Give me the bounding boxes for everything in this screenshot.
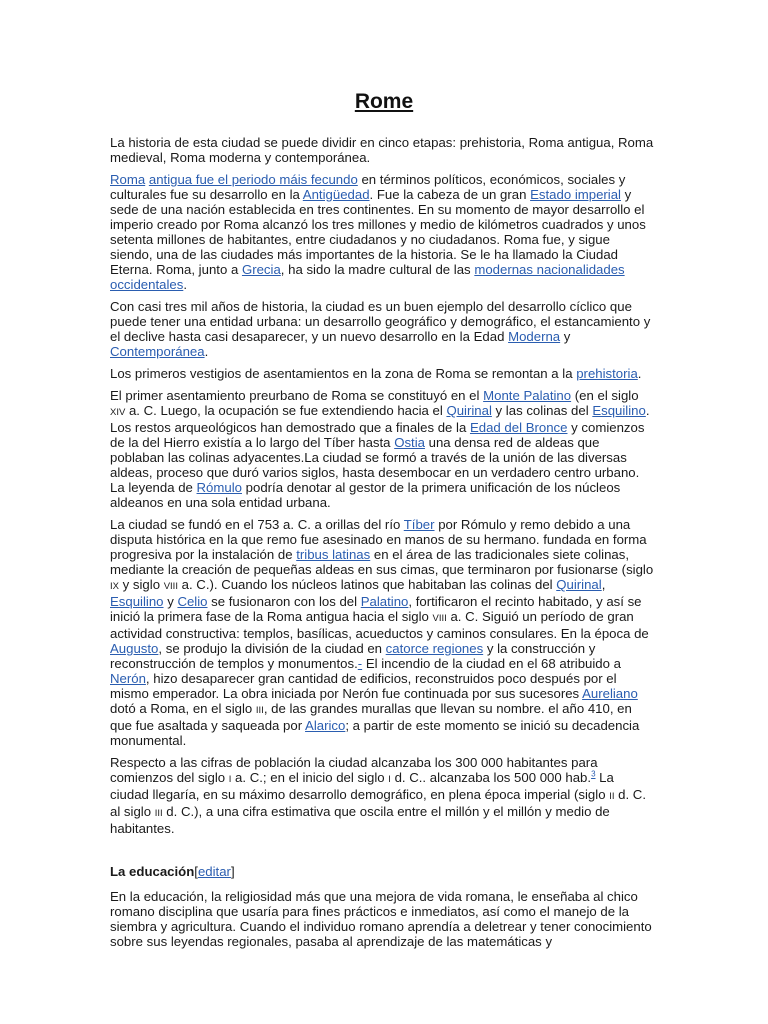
paragraph-asentamiento: El primer asentamiento preurbano de Roma se constituyó en el Monte Palatino (en el siglo XIV a. C. Luego, la ocupación se fue extendiendo hacia el Quirinal y las colinas del Esquilino. Los restos arqueológicos han demostrado que a finales de la Edad del Bronce y comienzos de la del Hierro existía a lo largo del Tíber hasta Ostia una densa red de aldeas que poblaban las colinas adyacentes.La ciudad se formó a través de la unión de las diversas aldeas, proceso que duró varios siglos, hasta desembocar en un verdadero centro urbano. La leyenda de Rómulo podría denotar al gestor de la primera unificación de los núcleos aldeanos en una sola entidad urbana. — [110, 388, 650, 510]
link-grecia[interactable]: Grecia — [241, 262, 281, 277]
link-tribus-latinas[interactable]: tribus latinas — [296, 547, 371, 562]
link-tiber[interactable]: Tíber — [403, 517, 435, 532]
link-esquilino[interactable]: Esquilino — [592, 403, 646, 418]
paragraph-vestigios: Los primeros vestigios de asentamientos en la zona de Roma se remontan a la prehistoria. — [110, 366, 642, 381]
link-roma[interactable]: Roma — [110, 172, 146, 187]
link-edad-bronce[interactable]: Edad del Bronce — [469, 420, 568, 435]
article-body — [110, 135, 655, 956]
link-prehistoria[interactable]: prehistoria — [576, 366, 638, 381]
link-celio[interactable]: Celio — [177, 594, 208, 609]
paragraph-poblacion: Respecto a las cifras de población la ciudad alcanzaba los 300 000 habitantes para comienzos del siglo I a. C.; en el inicio del siglo I d. C.. alcanzaba los 500 000 hab.$^3$ La ciudad llegaría, en su máximo desarrollo demográfico, en plena época imperial (siglo II d. C. al siglo III d. C.), a una cifra estimativa que oscila entre el millón y el millón y medio de habitantes. — [110, 755, 646, 836]
link-neron[interactable]: Nerón — [110, 671, 146, 686]
section-heading-educacion: La educación[editar] — [110, 864, 235, 879]
link-monte-palatino[interactable]: Monte Palatino — [483, 388, 572, 403]
link-augusto[interactable]: Augusto — [110, 641, 159, 656]
link-occidentales[interactable]: occidentales — [110, 277, 184, 292]
link-quirinal-2[interactable]: Quirinal — [556, 577, 602, 592]
link-estado-imperial[interactable]: Estado imperial — [530, 187, 621, 202]
link-footnote-dash[interactable]: - — [357, 656, 363, 671]
link-alarico[interactable]: Alarico — [305, 718, 346, 733]
link-romulo[interactable]: Rómulo — [196, 480, 242, 495]
paragraph-fundacion: La ciudad se fundó en el 753 a. C. a orillas del río Tíber por Rómulo y remo debido a una disputa histórica en la que remo fue asesinado en manos de su hermano. fundada en forma progresiva por la instalación de tribus latinas en el área de las tradicionales siete colinas, mediante la creación de pequeñas aldeas en sus cimas, que terminaron por fusionarse (siglo IX y siglo VIII a. C.). Cuando los núcleos latinos que habitaban las colinas del Quirinal, Esquilino y Celio se fusionaron con los del Palatino, fortificaron el recinto habitado, y así se inició la primera fase de la Roma antigua hacia el siglo VIII a. C. Siguió un período de gran actividad constructiva: templos, basílicas, acueductos y caminos consulares. En la época de Augusto, se produjo la división de la ciudad en catorce regiones y la construcción y reconstrucción de templos y monumentos.- El incendio de la ciudad en el 68 atribuido a Nerón, hizo desaparecer gran cantidad de edificios, reconstruidos poco después por el mismo emperador. La obra iniciada por Nerón fue continuada por sus sucesores Aureliano dotó a Roma, en el siglo III, de las grandes murallas que llevan su nombre. el año 410, en que fue asaltada y saqueada por Alarico; a partir de este momento se inició su decadencia monumental. — [110, 517, 654, 748]
link-palatino[interactable]: Palatino — [360, 594, 409, 609]
footnote-3-link[interactable]: 3 — [591, 769, 596, 779]
paragraph-intro: La historia de esta ciudad se puede dividir en cinco etapas: prehistoria, Roma antigua, Roma medieval, Roma moderna y contemporánea. — [110, 135, 654, 165]
link-quirinal[interactable]: Quirinal — [446, 403, 492, 418]
link-aureliano[interactable]: Aureliano — [582, 686, 638, 701]
paragraph-ciclico: Con casi tres mil años de historia, la ciudad es un buen ejemplo del desarrollo cíclico que puede tener una entidad urbana: un desarrollo geográfico y demográfico, el estancamiento y el declive hasta casi desaparecer, y un nuevo desarrollo en la Edad Moderna y Contemporánea. — [110, 299, 651, 359]
link-ostia[interactable]: Ostia — [394, 435, 425, 450]
paragraph-roma: Roma antigua fue el periodo máis fecundo en términos políticos, económicos, sociales y culturales fue su desarrollo en la Antigüedad. Fue la cabeza de un gran Estado imperial y sede de una nación establecida en tres continentes. En su momento de mayor desarrollo el imperio creado por Roma alcanzó los tres millones y medio de kilómetros cuadrados y unos setenta millones de habitantes, entre ciudadanos y no ciudadanos. Roma fue, y sigue siendo, una de las ciudades más importantes de la historia. Se le ha llamado la Ciudad Eterna. Roma, junto a Grecia, ha sido la madre cultural de las modernas nacionalidades occidentales. — [110, 172, 646, 292]
link-antiguedad[interactable]: Antigüedad — [302, 187, 370, 202]
link-antigua[interactable]: antigua fue el periodo máis fecundo — [148, 172, 358, 187]
link-esquilino-2[interactable]: Esquilino — [110, 594, 164, 609]
link-modernas-nacionalidades[interactable]: modernas nacionalidades — [474, 262, 625, 277]
page-title: Rome — [354, 90, 414, 113]
edit-section-link[interactable]: editar — [197, 864, 231, 879]
link-contemporanea[interactable]: Contemporánea — [110, 344, 205, 359]
paragraph-educacion: En la educación, la religiosidad más que una mejora de vida romana, le enseñaba al chico romano disciplina que usaría para fines prácticos e inmediatos, así como el manejo de la siembra y agricultura. Cuando el individuo romano aprendía a deletrear y tener conocimiento sobre sus leyendas regionales, pasaba al aprendizaje de las matemáticas y — [110, 889, 652, 949]
link-catorce-regiones[interactable]: catorce regiones — [385, 641, 484, 656]
link-moderna[interactable]: Moderna — [508, 329, 561, 344]
